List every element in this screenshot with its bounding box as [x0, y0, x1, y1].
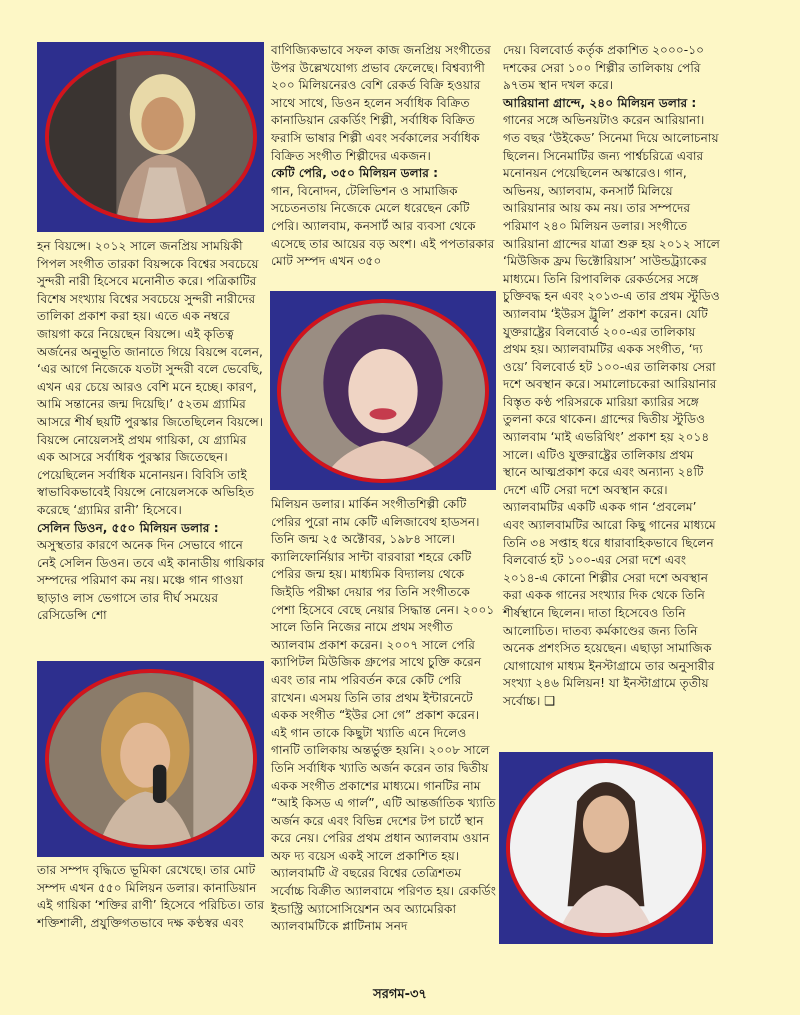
katy-heading: কেটি পেরি, ৩৫০ মিলিয়ন ডলার :	[271, 166, 439, 181]
column-3-text	[503, 42, 721, 711]
celine-paragraph-2: তার সম্পদ বৃদ্ধিতে ভূমিকা রেখেছে। তার মোট সম্পদ এখন ৫৫০ মিলিয়ন ডলার। কানাডিয়ান এই গায়িকা ‘শক্তির রাণী’ হিসেবে পরিচিত। তার শক্তিশালী, প্রযুক্তিগতভাবে দক্ষ কণ্ঠস্বর এবং	[37, 863, 265, 930]
column-2-text-top	[271, 42, 497, 271]
ariana-photo-frame	[499, 752, 713, 944]
celine-photo	[45, 669, 257, 849]
katy-paragraph: গান, বিনোদন, টেলিভিশন ও সামাজিক সচেতনতায় নিজেকে মেলে ধরেছেন কেটি পেরি। অ্যালবাম, কনসার্ট আর ব্যবসা থেকে এসেছে তার আয়ের বড় অংশ। এই পপতারকার মোট সম্পদ এখন ৩৫০	[271, 183, 495, 269]
katy-paragraph-2: মিলিয়ন ডলার। মার্কিন সংগীতশিল্পী কেটি পেরির পুরো নাম কেটি এলিজাবেথ হাডসন। তিনি জন্ম ২৫ অক্টোবর, ১৯৮৪ সালে। ক্যালিফোর্নিয়ার সান্টা বারবারা শহরে কেটি পেরির জন্ম হয়। মাধ্যমিক বিদ্যালয় থেকে জিইডি পরীক্ষা দেয়ার পর তিনি সংগীতকে পেশা হিসেবে বেছে নেয়ার সিদ্ধান্ত নেন। ২০০১ সালে তিনি নিজের নামে প্রথম সংগীত অ্যালবাম প্রকাশ করেন। ২০০৭ সালে পেরি ক্যাপিটল মিউজিক গ্রুপের সাথে চুক্তি করেন এবং তার নাম পরিবর্তন করে কেটি পেরি রাখেন। এসময় তিনি তার প্রথম ইন্টারনেটে একক সংগীত “ইউর সো গে” প্রকাশ করেন। এই গান তাকে কিছুটা খ্যাতি এনে দিলেও গানটি তালিকায় অন্তর্ভুক্ত হয়নি। ২০০৮ সালে তিনি সর্বাধিক খ্যাতি অর্জন করেন তার দ্বিতীয় একক সংগীত প্রকাশের মাধ্যমে। গানটির নাম “আই কিসড এ গার্ল”, এটি আন্তর্জাতিক খ্যাতি অর্জন করে এবং বিভিন্ন দেশের টপ চার্টে স্থান করে নেয়। পেরির প্রথম প্রধান অ্যালবাম ওয়ান অফ দ্য বয়েস একই সালে প্রকাশিত হয়। অ্যালবামটি ঐ বছরের বিশ্বের তেত্রিশতম সর্বোচ্চ বিক্রীত অ্যালবামে পরিণত হয়। রেকর্ডিং ইন্ডাস্ট্রি অ্যাসোসিয়েশন অব অ্যামেরিকা অ্যালবামটিকে প্লাটিনাম সনদ	[271, 497, 496, 934]
column-1-text-top	[37, 238, 265, 625]
ariana-heading: আরিয়ানা গ্রান্দে, ২৪০ মিলিয়ন ডলার :	[503, 95, 697, 110]
beyonce-photo	[45, 51, 257, 223]
katy-paragraph-3: দেয়। বিলবোর্ড কর্তৃক প্রকাশিত ২০০০-১০ দশকের সেরা ১০০ শিল্পীর তালিকায় পেরি ৯৭তম স্থান দখল করে।	[503, 43, 705, 93]
beyonce-paragraph: হন বিয়ন্সে। ২০১২ সালে জনপ্রিয় সাময়িকী পিপল সংগীত তারকা বিয়ন্সকে বিশ্বের সবচেয়ে সুন্দরী নারী হিসেবে মনোনীত করে। পত্রিকাটির বিশেষ সংখ্যায় বিশ্বের সবচেয়ে সুন্দরী নারীদের তালিকা প্রকাশ করা হয়। এতে এক নম্বরে জায়গা করে নিয়েছেন বিয়ন্সে। এই কৃতিত্ব অর্জনের অনুভূতি জানাতে গিয়ে বিয়ন্সে বলেন, ‘এর আগে নিজেকে যতটা সুন্দরী বলে ভেবেছি, এখন এর চেয়ে আরও বেশি মনে হচ্ছে। কারণ, আমি সন্তানের জন্ম দিয়েছি।’ ৫২তম গ্র্যামির আসরে শীর্ষ ছয়টি পুরস্কার জিতেছিলেন বিয়ন্সে। বিয়ন্সে নোয়েলসই প্রথম গায়িকা, যে গ্র্যামির এক আসরে সর্বাধিক পুরস্কার জিতেছেন। পেয়েছিলেন সর্বাধিক মনোনয়ন। বিবিসি তাই স্বাভাবিকভাবেই বিয়ন্সে নোয়েলসকে অভিহিত করেছে ‘গ্র্যামির রানী’ হিসেবে।	[37, 239, 264, 517]
celine-photo-frame	[37, 661, 264, 857]
katy-photo-frame	[270, 291, 496, 490]
celine-paragraph-3: বাণিজ্যিকভাবে সফল কাজ জনপ্রিয় সংগীতের উপর উল্লেখযোগ্য প্রভাব ফেলেছে। বিশ্বব্যাপী ২০০ মিলিয়নেরও বেশি রেকর্ড বিক্রি হওয়ার সাথে সাথে, ডিওন হলেন সর্বাধিক বিক্রিত কানাডিয়ান রেকর্ডিং শিল্পী, সর্বাধিক বিক্রিত ফরাসি ভাষার শিল্পী এবং সর্বকালের সর্বাধিক বিক্রিত সংগীত শিল্পীদের একজন।	[271, 43, 491, 163]
ariana-paragraph: গানের সঙ্গে অভিনয়টাও করেন আরিয়ানা। গত বছর ‘উইকেড’ সিনেমা দিয়ে আলোচনায় ছিলেন। সিনেমাটির জন্য পার্শ্বচরিত্রে এবার মনোনয়ন পেয়েছিলেন অস্কারেও। গান, অভিনয়, অ্যালবাম, কনসার্ট মিলিয়ে আরিয়ানার আয় কম নয়। তার সম্পদের পরিমাণ ২৪০ মিলিয়ন ডলার। সংগীতে আরিয়ানা গ্রান্দের যাত্রা শুরু হয় ২০১২ সালে ‘মিউজিক ফ্রম ভিক্টোরিয়াস’ সাউন্ডট্র্যাকের মাধ্যমে। তিনি রিপাবলিক রেকর্ডসের সঙ্গে চুক্তিবদ্ধ হন এবং ২০১৩-এ তার প্রথম স্টুডিও অ্যালবাম ‘ইউরস ট্রুলি’ প্রকাশ করেন। যেটি যুক্তরাষ্ট্রের বিলবোর্ড ২০০-এর তালিকায় প্রথম হয়। অ্যালবামটির একক সংগীত, ‘দ্য ওয়ে’ বিলবোর্ড হট ১০০-এর তালিকায় সেরা দশে অবস্থান করে। সমালোচকেরা আরিয়ানার বিস্তৃত কণ্ঠ পরিসরকে মারিয়া ক্যারির সঙ্গে তুলনা করে থাকেন। গ্রান্দের দ্বিতীয় স্টুডিও অ্যালবাম ‘মাই এভরিথিং’ প্রকাশ হয় ২০১৪ সালে। এটিও যুক্তরাষ্ট্রের তালিকায় প্রথম স্থানে আত্মপ্রকাশ করে এবং অন্যান্য ২৪টি দেশে এটি সেরা দশে অবস্থান করে। অ্যালবামটির একটি একক গান ‘প্রবলেম’ এবং অ্যালবামটির আরো কিছু গানের মাধ্যমে তিনি ৩৪ সপ্তাহ ধরে ধারাবাহিকভাবে ছিলেন বিলবোর্ড হট ১০০-এর সেরা দশে এবং ২০১৪-এ কোনো শিল্পীর সেরা দশে অবস্থান করা একক গানের সংখ্যার দিক থেকে তিনি শীর্ষস্থানে ছিলেন। দাতা হিসেবেও তিনি আলোচিত। দাতব্য কর্মকাণ্ডের জন্য তিনি অনেক প্রশংসিত হয়েছেন। এছাড়া সামাজিক যোগাযোগ মাধ্যম ইনস্টাগ্রামে তার অনুসারীর সংখ্যা ২৪৬ মিলিয়ন! যা ইনস্টাগ্রামে তৃতীয় সর্বোচ্চ। ❑	[503, 113, 720, 708]
beyonce-photo-frame	[37, 42, 264, 232]
celine-paragraph: অসুস্থতার কারণে অনেক দিন সেভাবে গানে নেই সেলিন ডিওন। তবে এই কানাডীয় গায়িকার সম্পদের পরিমাণ কম নয়। মঞ্চে গান গাওয়া ছাড়াও লাস ভেগাসে তার দীর্ঘ সময়ের রেসিডেন্সি শো	[37, 538, 265, 623]
katy-photo	[277, 299, 489, 483]
column-2-text-bottom	[271, 496, 497, 936]
column-1-text-bottom	[37, 862, 265, 932]
celine-heading: সেলিন ডিওন, ৫৫০ মিলিয়ন ডলার :	[37, 520, 219, 535]
ariana-photo	[506, 759, 706, 937]
page-number: সরগম-৩৭	[373, 987, 427, 1002]
